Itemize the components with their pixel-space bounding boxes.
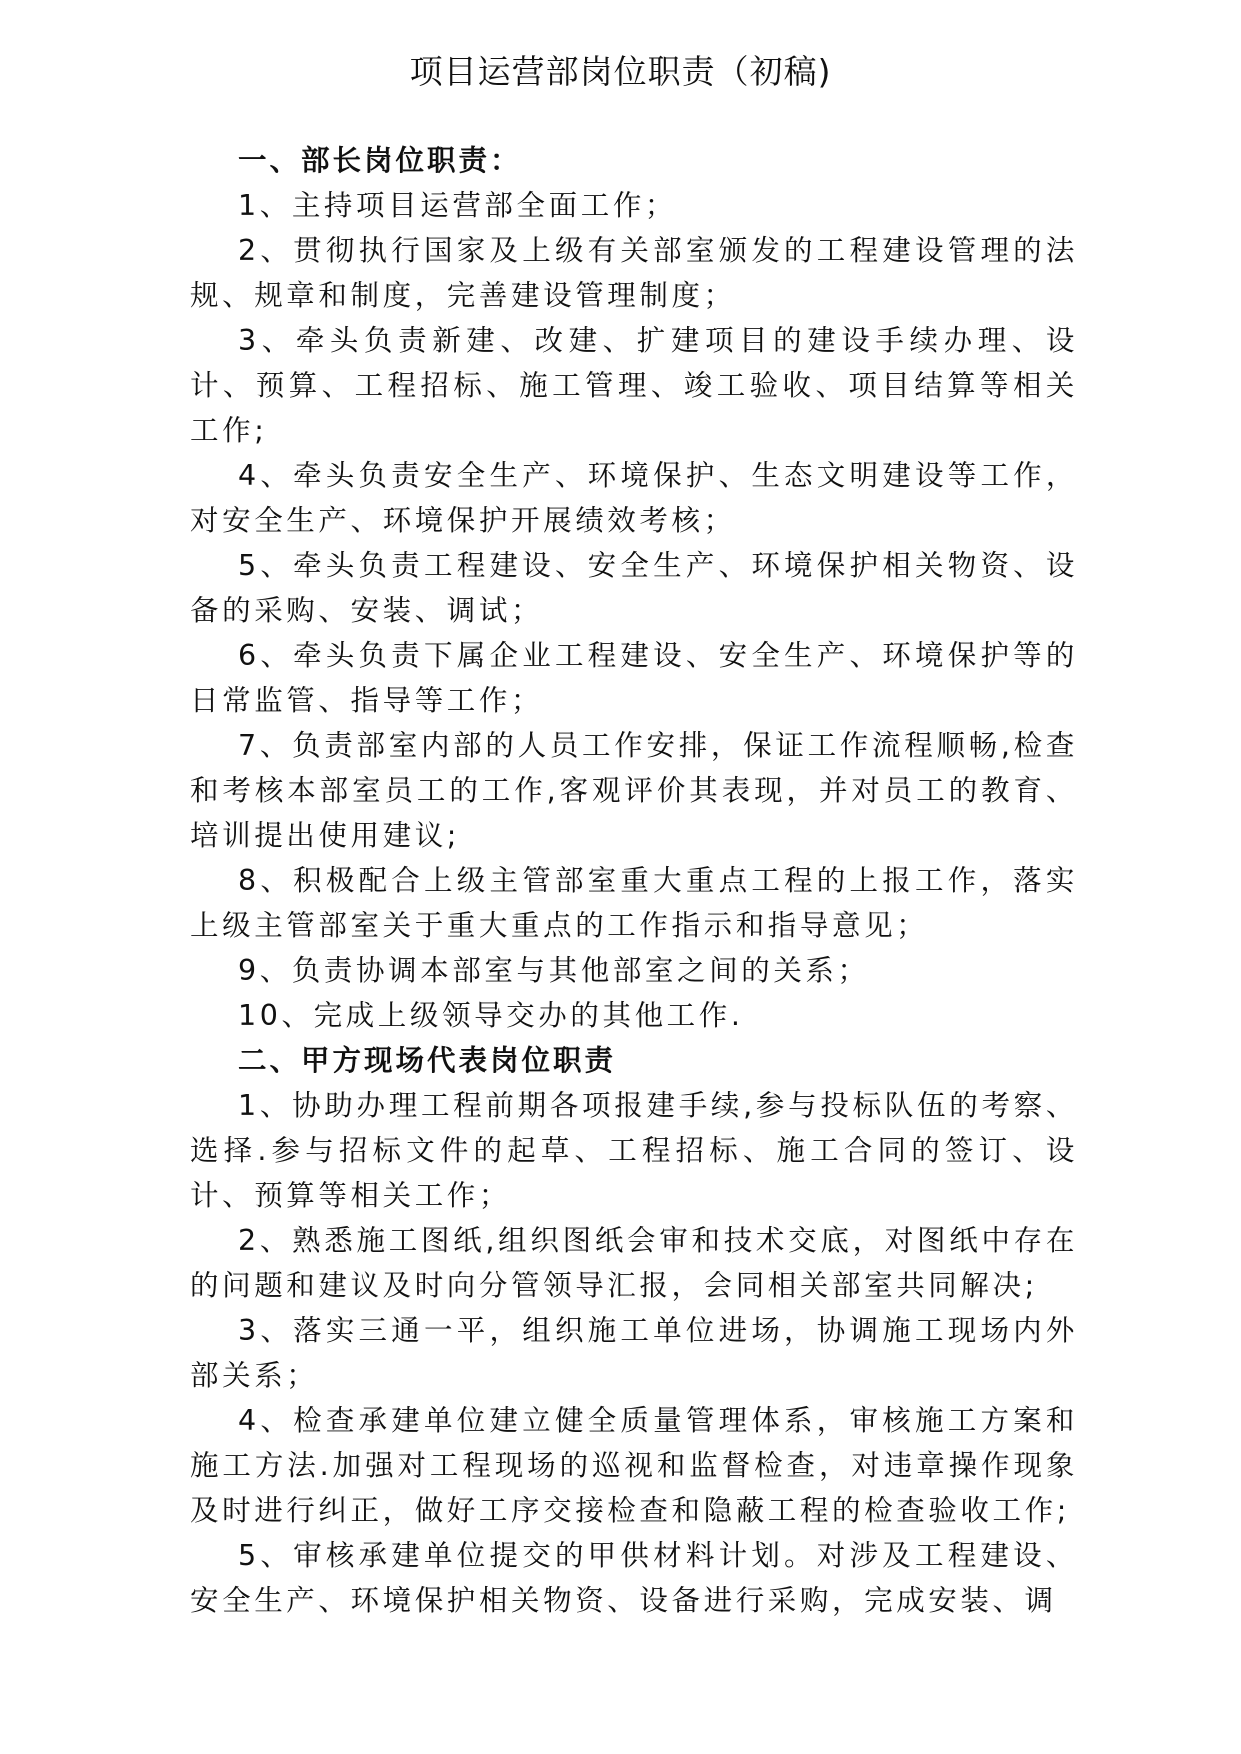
site-rep-duty-1: 1、协助办理工程前期各项报建手续,参与投标队伍的考察、选择.参与招标文件的起草、工程招标、施工合同的签订、设计、预算等相关工作；: [190, 1089, 1078, 1212]
section-heading-minister: 一、部长岗位职责：: [238, 144, 522, 177]
site-rep-duty-2: 2、熟悉施工图纸,组织图纸会审和技术交底，对图纸中存在的问题和建议及时向分管领导汇报，会同相关部室共同解决;: [190, 1224, 1078, 1302]
minister-duty-4: 4、牵头负责安全生产、环境保护、生态文明建设等工作，对安全生产、环境保护开展绩效考核；: [190, 459, 1078, 537]
site-rep-duty-3: 3、落实三通一平，组织施工单位进场，协调施工现场内外部关系；: [190, 1314, 1078, 1392]
minister-duty-8: 8、积极配合上级主管部室重大重点工程的上报工作，落实上级主管部室关于重大重点的工作指示和指导意见；: [190, 864, 1078, 942]
document-body: [190, 138, 1078, 1623]
minister-duty-7: 7、负责部室内部的人员工作安排，保证工作流程顺畅,检查和考核本部室员工的工作,客观评价其表现，并对员工的教育、培训提出使用建议;: [190, 729, 1078, 852]
section-heading-site-representative: 二、甲方现场代表岗位职责: [238, 1044, 617, 1077]
minister-duty-6: 6、牵头负责下属企业工程建设、安全生产、环境保护等的日常监管、指导等工作；: [190, 639, 1078, 717]
minister-duty-10: 10、完成上级领导交办的其他工作.: [238, 999, 744, 1032]
minister-duty-3: 3、牵头负责新建、改建、扩建项目的建设手续办理、设计、预算、工程招标、施工管理、竣工验收、项目结算等相关工作;: [190, 324, 1078, 447]
minister-duty-5: 5、牵头负责工程建设、安全生产、环境保护相关物资、设备的采购、安装、调试；: [190, 549, 1078, 627]
minister-duty-9: 9、负责协调本部室与其他部室之间的关系；: [238, 954, 870, 987]
minister-duty-1: 1、主持项目运营部全面工作；: [238, 189, 678, 222]
minister-duty-2: 2、贯彻执行国家及上级有关部室颁发的工程建设管理的法规、规章和制度，完善建设管理制度；: [190, 234, 1078, 312]
site-rep-duty-4: 4、检查承建单位建立健全质量管理体系，审核施工方案和施工方法.加强对工程现场的巡视和监督检查，对违章操作现象及时进行纠正，做好工序交接检查和隐蔽工程的检查验收工作;: [190, 1404, 1078, 1527]
document-title: 项目运营部岗位职责（初稿): [409, 52, 832, 91]
site-rep-duty-5: 5、审核承建单位提交的甲供材料计划。对涉及工程建设、安全生产、环境保护相关物资、设备进行采购，完成安装、调: [190, 1539, 1078, 1617]
